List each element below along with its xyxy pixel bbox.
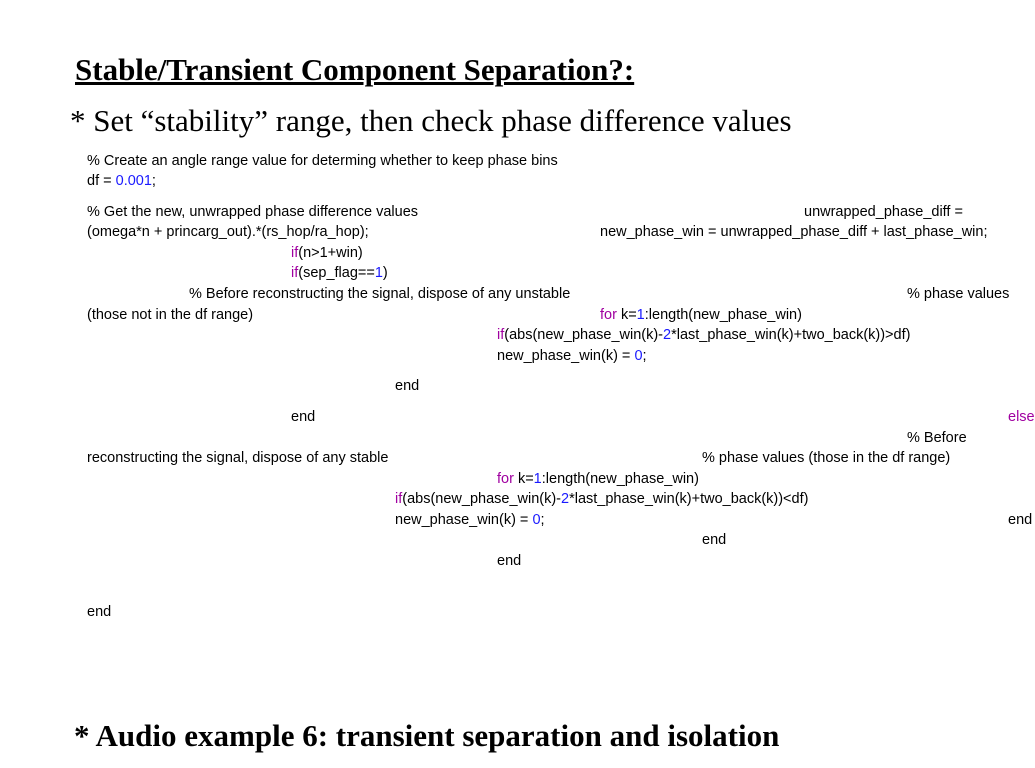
code-line bbox=[87, 448, 388, 468]
slide-title: Stable/Transient Component Separation?: bbox=[75, 52, 635, 87]
code-line bbox=[907, 284, 1009, 304]
code-line bbox=[87, 202, 418, 222]
code-number: 1 bbox=[636, 307, 645, 323]
code-line bbox=[291, 243, 363, 263]
code-line bbox=[395, 376, 419, 396]
code-text: *last_phase_win(k)+two_back(k))<df) bbox=[569, 491, 809, 507]
code-line bbox=[87, 305, 253, 325]
code-text: (sep_flag== bbox=[298, 265, 375, 281]
code-line bbox=[395, 510, 545, 530]
code-keyword: if bbox=[291, 245, 299, 261]
code-keyword: for bbox=[600, 307, 617, 323]
code-text: (omega*n + princarg_out).*(rs_hop/ra_hop); bbox=[87, 224, 369, 240]
slide-footer: * Audio example 6: transient separation and isolation bbox=[74, 718, 780, 753]
code-line bbox=[1008, 510, 1032, 530]
code-line bbox=[87, 602, 111, 622]
code-text: (abs(new_phase_win(k)- bbox=[402, 491, 562, 507]
code-text: unwrapped_phase_diff = bbox=[804, 204, 963, 220]
code-text: reconstructing the signal, dispose of any stable bbox=[87, 450, 389, 466]
code-text: % Before bbox=[907, 430, 967, 446]
code-text: k= bbox=[616, 307, 637, 323]
code-line bbox=[600, 305, 802, 325]
code-text: (abs(new_phase_win(k)- bbox=[504, 327, 664, 343]
code-line bbox=[497, 325, 910, 345]
code-keyword: if bbox=[395, 491, 403, 507]
code-text: end bbox=[497, 553, 522, 569]
code-text: (those not in the df range) bbox=[87, 307, 254, 323]
code-text: new_phase_win = unwrapped_phase_diff + last_phase_win; bbox=[600, 224, 988, 240]
code-text: end bbox=[702, 532, 727, 548]
code-line bbox=[395, 489, 808, 509]
code-line bbox=[497, 469, 699, 489]
code-line bbox=[87, 171, 156, 191]
code-line bbox=[702, 448, 950, 468]
code-number: 0 bbox=[532, 512, 541, 528]
code-text: % Before reconstructing the signal, dispose of any unstable bbox=[189, 286, 571, 302]
code-line bbox=[1008, 407, 1035, 427]
code-number: 2 bbox=[561, 491, 570, 507]
code-keyword: for bbox=[497, 471, 514, 487]
code-text: % Create an angle range value for determing whether to keep phase bins bbox=[87, 153, 558, 169]
code-line bbox=[189, 284, 570, 304]
code-number: 0 bbox=[634, 348, 643, 364]
code-text: % Get the new, unwrapped phase difference values bbox=[87, 204, 419, 220]
code-line bbox=[600, 222, 988, 242]
code-text: ; bbox=[540, 512, 545, 528]
code-text: k= bbox=[513, 471, 534, 487]
code-line bbox=[291, 407, 315, 427]
code-line bbox=[497, 346, 647, 366]
slide-subtitle: * Set “stability” range, then check phase difference values bbox=[70, 103, 792, 138]
code-line bbox=[702, 530, 726, 550]
code-text: new_phase_win(k) = bbox=[395, 512, 533, 528]
code-line bbox=[291, 263, 388, 283]
code-text: :length(new_phase_win) bbox=[541, 471, 699, 487]
code-text: ; bbox=[151, 173, 156, 189]
code-number: 1 bbox=[533, 471, 542, 487]
code-text: end bbox=[1008, 512, 1033, 528]
code-line bbox=[497, 551, 521, 571]
code-line bbox=[804, 202, 963, 222]
code-line bbox=[87, 151, 558, 171]
code-text: % phase values (those in the df range) bbox=[702, 450, 951, 466]
code-text: end bbox=[291, 409, 316, 425]
code-text: :length(new_phase_win) bbox=[644, 307, 802, 323]
code-text: end bbox=[395, 378, 420, 394]
code-text: % phase values bbox=[907, 286, 1010, 302]
code-line bbox=[87, 222, 369, 242]
code-text: new_phase_win(k) = bbox=[497, 348, 635, 364]
code-keyword: if bbox=[291, 265, 299, 281]
code-text: end bbox=[87, 604, 112, 620]
code-number: 0.001 bbox=[115, 173, 152, 189]
code-text: (n>1+win) bbox=[298, 245, 363, 261]
code-keyword: if bbox=[497, 327, 505, 343]
code-keyword: else bbox=[1008, 409, 1035, 425]
code-text: ) bbox=[382, 265, 388, 281]
code-text: df = bbox=[87, 173, 116, 189]
code-text: ; bbox=[642, 348, 647, 364]
code-number: 1 bbox=[374, 265, 383, 281]
code-line bbox=[907, 428, 967, 448]
code-number: 2 bbox=[663, 327, 672, 343]
code-text: *last_phase_win(k)+two_back(k))>df) bbox=[671, 327, 911, 343]
